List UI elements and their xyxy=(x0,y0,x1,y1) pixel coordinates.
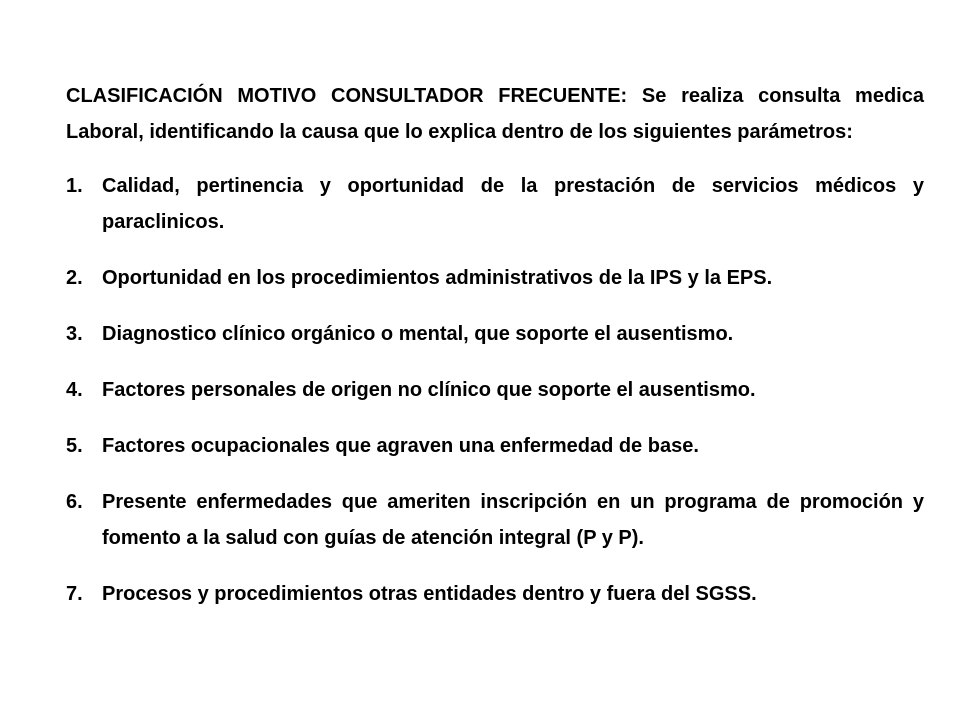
list-item-text: Factores ocupacionales que agraven una enfermedad de base. xyxy=(102,435,699,457)
list-item-text: Diagnostico clínico orgánico o mental, que soporte el ausentismo. xyxy=(102,323,734,345)
list-item-number: 6. xyxy=(66,491,83,513)
intro-paragraph: CLASIFICACIÓN MOTIVO CONSULTADOR FRECUENTE: Se realiza consulta medica Laboral, identificando la causa que lo explica dentro de los siguientes parámetros: xyxy=(66,85,924,143)
list-item-number: 5. xyxy=(66,435,83,457)
criteria-list xyxy=(66,168,924,612)
list-item-text: Factores personales de origen no clínico que soporte el ausentismo. xyxy=(102,379,756,401)
list-item-text: Oportunidad en los procedimientos administrativos de la IPS y la EPS. xyxy=(102,267,773,289)
list-item-number: 2. xyxy=(66,267,83,289)
slide-content xyxy=(66,78,924,632)
list-item xyxy=(66,428,924,464)
list-item xyxy=(66,316,924,352)
list-item-number: 4. xyxy=(66,379,83,401)
list-item-text: Presente enfermedades que ameriten inscripción en un programa de promoción y fomento a la salud con guías de atención integral (P y P). xyxy=(102,491,924,549)
list-item-number: 7. xyxy=(66,583,83,605)
list-item xyxy=(66,260,924,296)
list-item xyxy=(66,576,924,612)
list-item-text: Procesos y procedimientos otras entidades dentro y fuera del SGSS. xyxy=(102,583,757,605)
list-item-number: 1. xyxy=(66,175,83,197)
list-item xyxy=(66,484,924,556)
list-item-number: 3. xyxy=(66,323,83,345)
list-item-text: Calidad, pertinencia y oportunidad de la prestación de servicios médicos y paraclinicos. xyxy=(102,175,924,233)
list-item xyxy=(66,372,924,408)
list-item xyxy=(66,168,924,240)
